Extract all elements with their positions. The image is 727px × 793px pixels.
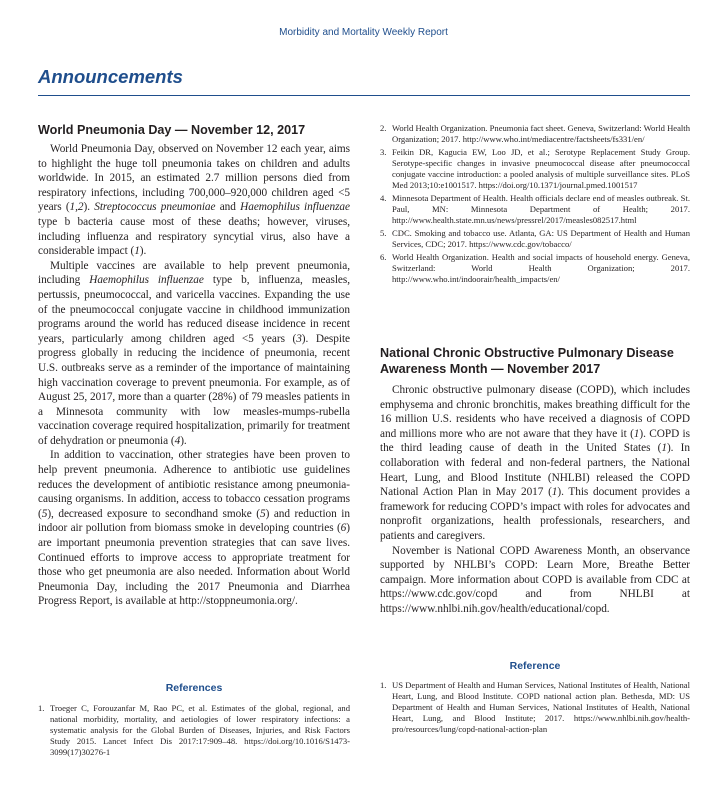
reference-item: 6. World Health Organization. Health and social impacts of household energy. Geneva, Switzerland: World Health Organization; 2017. http://www.who.int/indoorair/health_impacts/en/ (380, 252, 690, 284)
copd-paragraph-2: November is National COPD Awareness Month, an observance supported by NHLBI’s COPD: Learn More, Breathe Better campaign. More information about COPD is available from CDC at https://www.cdc.gov/copd and from NHLBI at https://www.nhlbi.nih.gov/health/educational/copd. (380, 544, 690, 615)
section-divider (38, 95, 690, 96)
copd-paragraph-1: Chronic obstructive pulmonary disease (COPD), which includes emphysema and chronic bronchitis, makes breathing difficult for the 16 million U.S. residents who have received a diagnosis of COPD and millions more who are not aware that they have it (1). COPD is the third leading cause of death in the United States (1). In collaboration with federal and non-federal partners, the National Heart, Lung, and Blood Institute (NHLBI) released the COPD National Action Plan in May 2017 (1). This document provides a framework for reducing COPD’s impact with roles for advocates and nonprofit organizations, health professionals, researchers, and patients and caregivers. (380, 384, 690, 542)
pneumonia-paragraph-2: Multiple vaccines are available to help prevent pneumonia, including Haemophilus influenzae type b, influenza, measles, pertussis, pneumococcal, and varicella vaccines. Expanding the use of the pneumococcal conjugate vaccine in childhood immunization programs around the world has reduced disease incidence in recent years, particularly among children aged <5 years (3). Despite progress globally in reducing the incidence of pneumonia, recent U.S. outbreaks serve as a reminder of the importance of maintaining high vaccination coverage to prevent pneumonia. For example, as of August 25, 2017, more than a quarter (28%) of 79 measles patients in a Minnesota community with low measles-mumps-rubella vaccination coverage required hospitalization, primarily for treatment of dehydration or pneumonia (4). (38, 259, 351, 447)
pneumonia-paragraph-1: World Pneumonia Day, observed on November 12 each year, aims to highlight the huge toll pneumonia takes on children and adults worldwide. In 2015, an estimated 2.7 million persons died from respiratory infections, including 700,000–920,000 children aged <5 years (1,2). Streptococcus pneumoniae and Haemophilus influenzae type b bacteria cause most of these deaths; however, viruses, including influenza and respiratory syncytial virus, also have a considerable impact (1). (38, 143, 350, 258)
pneumonia-paragraph-3: In addition to vaccination, other strategies have been proven to help prevent pneumonia. Adherence to antibiotic use guidelines reduces the development of antibiotic resistance among pneumonia-causing organisms. In addition, access to tobacco cessation programs (5), decreased exposure to secondhand smoke (5) and reduction in indoor air pollution from biomass smoke in developing countries (6) are important pneumonia prevention strategies that can save lives. Continued efforts to improve access to appropriate treatment for those who get pneumonia are also needed. Information about World Pneumonia Day, including the 2017 Pneumonia and Diarrhea Progress Report, is available at http://stoppneumonia.org/. (38, 449, 350, 608)
journal-header: Morbidity and Mortality Weekly Report (279, 27, 448, 38)
pneumonia-references-list-b (380, 123, 690, 287)
copd-reference-heading: Reference (509, 660, 561, 672)
copd-references-list (380, 680, 690, 737)
copd-article-title: National Chronic Obstructive Pulmonary Disease Awareness Month — November 2017 (380, 346, 674, 376)
reference-item: 1. US Department of Health and Human Services, National Institutes of Health, National Heart, Lung, and Blood Institute. COPD national action plan. Bethesda, MD: US Department of Health and Human Services, National Institutes of Health, National Heart, Lung, and Blood Institute; 2017. https://www.nhlbi.nih.gov/health-pro/resources/lung/copd-national-action-plan (380, 680, 690, 734)
reference-item: 4. Minnesota Department of Health. Health officials declare end of measles outbreak. St. Paul, MN: Minnesota Department of Health; 2017. http://www.health.state.mn.us/news/pressrel/2017/measles082517.html (380, 193, 690, 225)
reference-item: 2. World Health Organization. Pneumonia fact sheet. Geneva, Switzerland: World Health Organization; 2017. http://www.who.int/mediacentre/factsheets/fs331/en/ (380, 123, 690, 144)
reference-item: 3. Feikin DR, Kagucia EW, Loo JD, et al.; Serotype Replacement Study Group. Serotype-specific changes in invasive pneumococcal disease after pneumococcal conjugate vaccine introduction: a pooled analysis of multiple surveillance sites. PLoS Med 2013;10:e1001517. https://doi.org/10.1371/journal.pmed.1001517 (380, 147, 690, 190)
pneumonia-article-title: World Pneumonia Day — November 12, 2017 (38, 123, 306, 137)
pneumonia-references-list-a (38, 703, 350, 760)
pneumonia-references-heading: References (165, 682, 223, 694)
reference-item: 5. CDC. Smoking and tobacco use. Atlanta, GA: US Department of Health and Human Services, CDC; 2017. https://www.cdc.gov/tobacco/ (380, 228, 690, 249)
section-title: Announcements (38, 66, 183, 87)
reference-item: 1. Troeger C, Forouzanfar M, Rao PC, et al. Estimates of the global, regional, and national morbidity, mortality, and aetiologies of lower respiratory infections: a systematic analysis for the Global Burden of Diseases, Injuries, and Risk Factors Study 2015. Lancet Infect Dis 2017:17:909–48. https://doi.org/10.1016/S1473-3099(17)30276-1 (38, 703, 350, 757)
